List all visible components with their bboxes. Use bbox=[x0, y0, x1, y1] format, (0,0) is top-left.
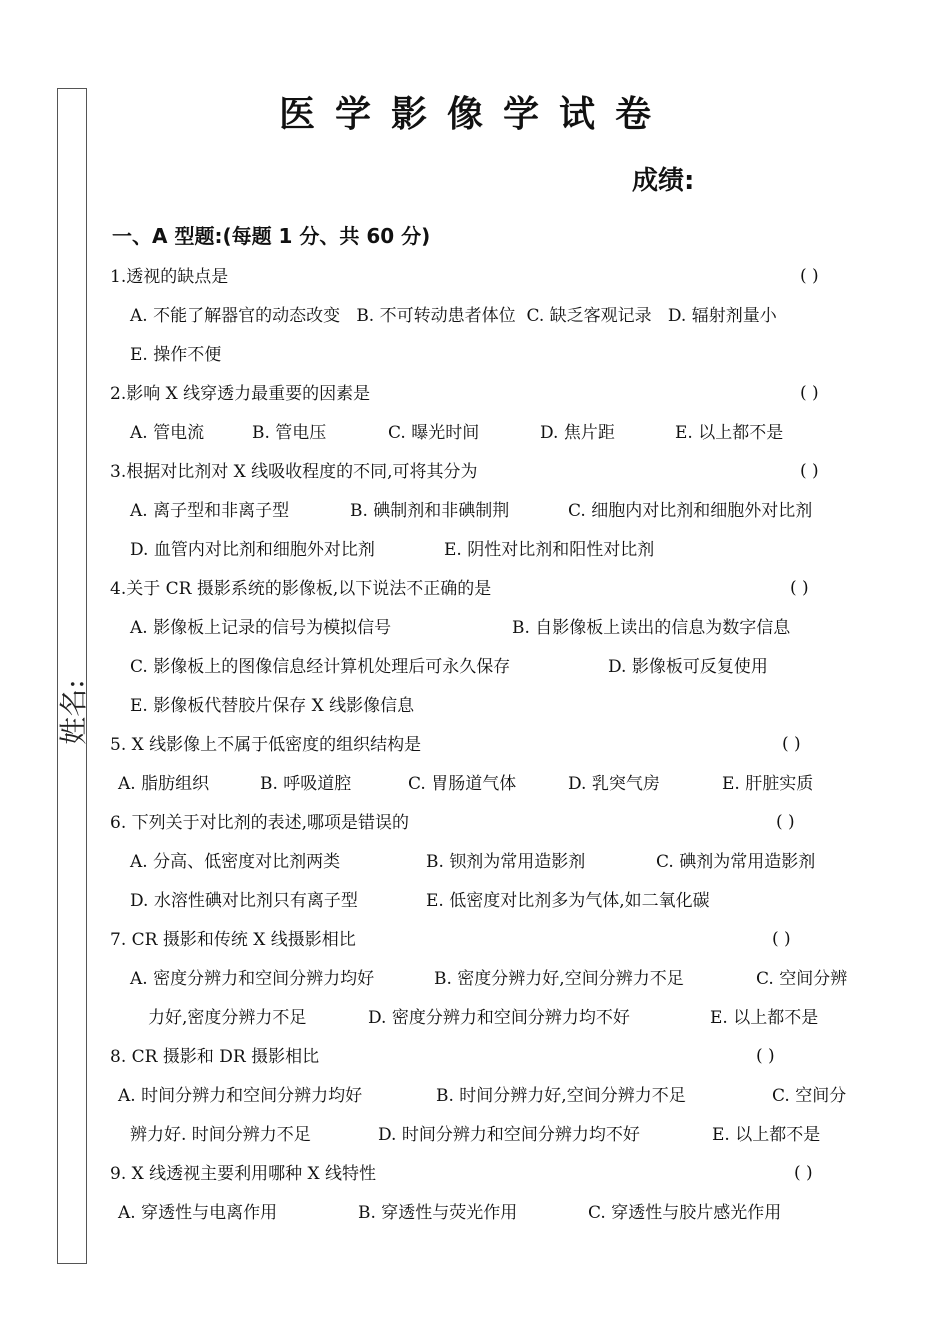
score-label: 成绩: bbox=[632, 166, 695, 196]
option-a: A. 脂肪组织 bbox=[118, 774, 210, 794]
option-c: C. 空间分辨 bbox=[756, 969, 848, 989]
option-a: A. 穿透性与电离作用 bbox=[118, 1203, 278, 1223]
question-8-stem: 8. CR 摄影和 DR 摄影相比 bbox=[110, 1047, 320, 1067]
option-a: A. 管电流 bbox=[130, 423, 205, 443]
option-b: B. 呼吸道腔 bbox=[260, 774, 352, 794]
answer-blank: ( ) bbox=[800, 461, 819, 481]
option-d: D. 乳突气房 bbox=[568, 774, 660, 794]
option-a: A. 时间分辨力和空间分辨力均好 bbox=[118, 1086, 363, 1106]
option-e: E. 以上都不是 bbox=[710, 1008, 819, 1028]
option-c: C. 穿透性与胶片感光作用 bbox=[588, 1203, 782, 1223]
option-c-continued: 力好,密度分辨力不足 bbox=[148, 1008, 307, 1028]
answer-blank: ( ) bbox=[800, 383, 819, 403]
question-4-stem: 4.关于 CR 摄影系统的影像板,以下说法不正确的是 bbox=[110, 579, 492, 599]
option-d: D. 辐射剂量小 bbox=[667, 306, 777, 326]
option-d: D. 密度分辨力和空间分辨力均不好 bbox=[368, 1008, 630, 1028]
question-1-stem: 1.透视的缺点是 bbox=[110, 267, 229, 287]
answer-blank: ( ) bbox=[800, 266, 819, 286]
option-c: C. 缺乏客观记录 bbox=[526, 306, 652, 326]
question-2-stem: 2.影响 X 线穿透力最重要的因素是 bbox=[110, 384, 371, 404]
option-b: B. 不可转动患者体位 bbox=[356, 306, 516, 326]
option-c: C. 空间分 bbox=[772, 1086, 847, 1106]
section-heading: 一、A 型题:(每题 1 分、共 60 分) bbox=[112, 224, 431, 248]
option-e: E. 操作不便 bbox=[130, 345, 222, 365]
option-d: D. 时间分辨力和空间分辨力均不好 bbox=[378, 1125, 640, 1145]
option-c: C. 碘剂为常用造影剂 bbox=[656, 852, 816, 872]
option-c: C. 影像板上的图像信息经计算机处理后可永久保存 bbox=[130, 657, 511, 677]
option-a: A. 离子型和非离子型 bbox=[130, 501, 290, 521]
question-6-stem: 6. 下列关于对比剂的表述,哪项是错误的 bbox=[110, 813, 410, 833]
option-d: D. 焦片距 bbox=[540, 423, 615, 443]
option-a: A. 分高、低密度对比剂两类 bbox=[130, 852, 341, 872]
question-5-stem: 5. X 线影像上不属于低密度的组织结构是 bbox=[110, 735, 422, 755]
answer-blank: ( ) bbox=[794, 1163, 813, 1183]
question-1-options bbox=[130, 305, 777, 327]
answer-blank: ( ) bbox=[776, 812, 795, 832]
option-e: E. 阴性对比剂和阳性对比剂 bbox=[444, 540, 655, 560]
name-field-label: 姓名: bbox=[57, 679, 90, 745]
question-9-stem: 9. X 线透视主要利用哪种 X 线特性 bbox=[110, 1164, 377, 1184]
option-e: E. 以上都不是 bbox=[675, 423, 784, 443]
option-e: E. 以上都不是 bbox=[712, 1125, 821, 1145]
page-title: 医学影像学试卷 bbox=[278, 94, 671, 135]
option-a: A. 不能了解器官的动态改变 bbox=[130, 306, 341, 326]
question-7-stem: 7. CR 摄影和传统 X 线摄影相比 bbox=[110, 930, 356, 950]
binding-margin-box bbox=[57, 88, 87, 1264]
option-b: B. 时间分辨力好,空间分辨力不足 bbox=[436, 1086, 686, 1106]
option-e: E. 肝脏实质 bbox=[722, 774, 814, 794]
option-c: C. 曝光时间 bbox=[388, 423, 480, 443]
option-d: D. 影像板可反复使用 bbox=[608, 657, 768, 677]
option-e: E. 影像板代替胶片保存 X 线影像信息 bbox=[130, 696, 415, 716]
option-d: D. 水溶性碘对比剂只有离子型 bbox=[130, 891, 358, 911]
option-a: A. 影像板上记录的信号为模拟信号 bbox=[130, 618, 392, 638]
answer-blank: ( ) bbox=[790, 578, 809, 598]
option-b: B. 管电压 bbox=[252, 423, 327, 443]
answer-blank: ( ) bbox=[772, 929, 791, 949]
option-b: B. 穿透性与荧光作用 bbox=[358, 1203, 518, 1223]
option-b: B. 钡剂为常用造影剂 bbox=[426, 852, 586, 872]
answer-blank: ( ) bbox=[782, 734, 801, 754]
answer-blank: ( ) bbox=[756, 1046, 775, 1066]
question-3-stem: 3.根据对比剂对 X 线吸收程度的不同,可将其分为 bbox=[110, 462, 478, 482]
option-c: C. 胃肠道气体 bbox=[408, 774, 517, 794]
option-b: B. 自影像板上读出的信息为数字信息 bbox=[512, 618, 791, 638]
option-d: D. 血管内对比剂和细胞外对比剂 bbox=[130, 540, 375, 560]
option-c: C. 细胞内对比剂和细胞外对比剂 bbox=[568, 501, 813, 521]
option-b: B. 密度分辨力好,空间分辨力不足 bbox=[434, 969, 684, 989]
option-b: B. 碘制剂和非碘制荆 bbox=[350, 501, 510, 521]
option-a: A. 密度分辨力和空间分辨力均好 bbox=[130, 969, 375, 989]
option-c-continued: 辨力好. 时间分辨力不足 bbox=[130, 1125, 311, 1145]
option-e: E. 低密度对比剂多为气体,如二氧化碳 bbox=[426, 891, 710, 911]
